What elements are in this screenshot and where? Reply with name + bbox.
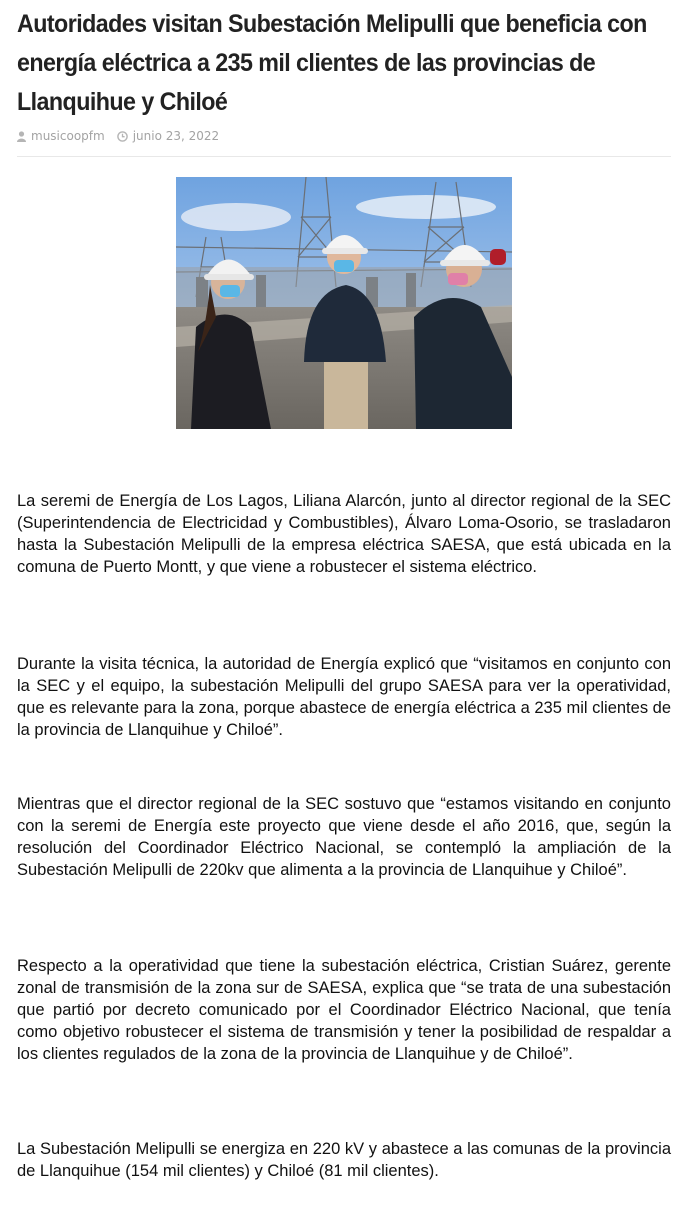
author-name[interactable]: musicoopfm — [31, 129, 105, 143]
date-meta — [117, 129, 219, 143]
paragraph-2: Durante la visita técnica, la autoridad de Energía explicó que “visitamos en conjunto con la SEC y el equipo, la subestación Melipulli del grupo SAESA para ver la operatividad, que es relevante para la zona, porque abastece de energía eléctrica a 235 mil clientes de la provincia de Llanquihue y Chiloé”. — [17, 655, 672, 739]
author-meta[interactable] — [17, 129, 105, 143]
article — [17, 0, 672, 1180]
clock-icon — [117, 131, 128, 142]
substation-visit-photo — [176, 177, 512, 429]
paragraph-1: La seremi de Energía de Los Lagos, Liliana Alarcón, junto al director regional de la SEC (Superintendencia de Electricidad y Combustibles), Álvaro Loma-Osorio, se trasladaron hasta la Subestación Melipulli de la empresa eléctrica SAESA, que está ubicada en la comuna de Puerto Montt, y que viene a robustecer el sistema eléctrico. — [17, 492, 671, 576]
article-title: Autoridades visitan Subestación Melipulli que beneficia con energía eléctrica a 235 mil clientes de las provincias de Llanquihue y Chiloé — [17, 10, 647, 116]
post-date: junio 23, 2022 — [132, 129, 220, 143]
paragraph-4: Respecto a la operatividad que tiene la subestación eléctrica, Cristian Suárez, gerente zonal de transmisión de la zona sur de SAESA, explica que “se trata de una subestación que partió por decreto comunicado por el Coordinador Eléctrico Nacional, que tenía como objetivo robustecer el sistema de transmisión y tener la posibilidad de respaldar a los clientes regulados de la zona de la provincia de Llanquihue y de Chiloé”. — [17, 957, 671, 1063]
paragraph-3: Mientras que el director regional de la SEC sostuvo que “estamos visitando en conjunto con la seremi de Energía este proyecto que viene desde el año 2016, que, según la resolución del Coordinador Eléctrico Nacional, se contempló la ampliación de la Subestación Melipulli de 220kv que alimenta a la provincia de Llanquihue y Chiloé”. — [17, 795, 671, 879]
user-icon — [17, 131, 26, 142]
article-photo — [176, 177, 512, 429]
post-meta — [17, 129, 231, 143]
meta-divider — [17, 156, 671, 157]
paragraph-5: La Subestación Melipulli se energiza en 220 kV y abastece a las comunas de la provincia de Llanquihue (154 mil clientes) y Chiloé (81 mil clientes). — [17, 1140, 671, 1180]
